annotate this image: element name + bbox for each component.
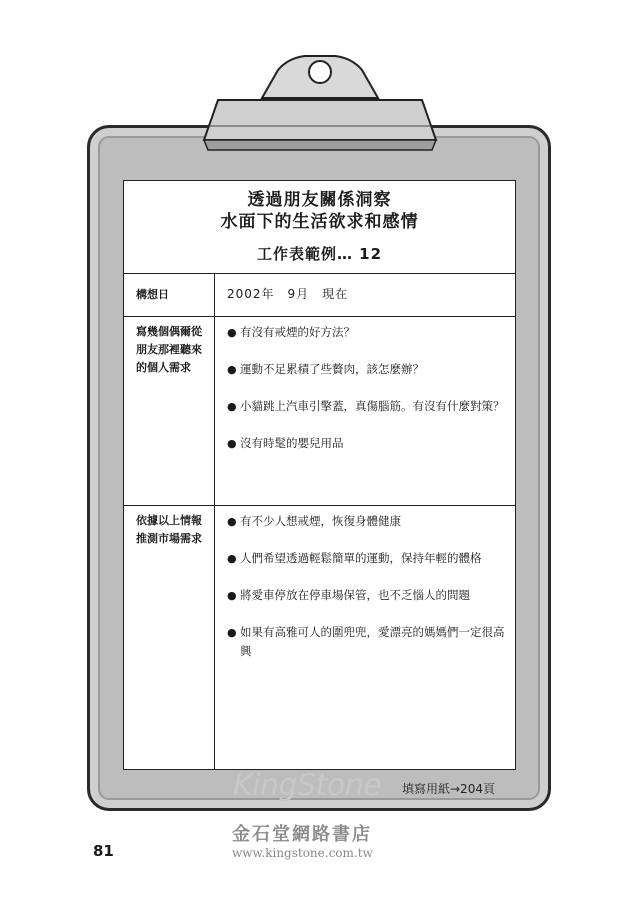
market-needs-label: 依據以上情報推測市場需求 (136, 514, 202, 545)
personal-needs-row (124, 317, 515, 506)
list-item: ● 運動不足累積了些贅肉，該怎麼辦？ (227, 360, 507, 379)
personal-needs-list (227, 323, 507, 471)
date-label: 構想日 (136, 288, 169, 301)
store-name-watermark: 金石堂網路書店 (232, 824, 372, 845)
market-needs-list (227, 512, 507, 679)
list-item: ● 有沒有戒煙的好方法？ (227, 323, 507, 342)
personal-needs-label: 寫幾個偶爾從朋友那裡聽來的個人需求 (136, 325, 202, 374)
clipboard-clip (0, 0, 640, 175)
page-number: 81 (93, 842, 114, 860)
worksheet-title-line1: 透過朋友關係洞察 (247, 190, 392, 210)
bullet-icon: ● (227, 326, 237, 339)
footer-note-area (233, 770, 523, 810)
worksheet-header (124, 181, 515, 274)
kingstone-watermark-logo: KingStone (233, 768, 382, 803)
date-row (124, 273, 515, 317)
worksheet-subtitle: 工作表範例… 12 (256, 245, 383, 263)
form-reference-note: 填寫用紙→204頁 (402, 782, 495, 796)
worksheet-paper (123, 180, 516, 770)
bullet-icon: ● (227, 400, 237, 413)
list-item: ● 小貓跳上汽車引擎蓋，真傷腦筋。有沒有什麼對策？ (227, 397, 507, 416)
list-item: ● 將愛車停放在停車場保管，也不乏惱人的問題 (227, 586, 507, 605)
bullet-icon: ● (227, 437, 237, 450)
list-item: ● 有不少人想戒煙，恢復身體健康 (227, 512, 507, 531)
bullet-icon: ● (227, 363, 237, 376)
bullet-icon: ● (227, 515, 237, 528)
list-item: ● 人們希望透過輕鬆簡單的運動，保持年輕的體格 (227, 549, 507, 568)
list-item: ● 沒有時髦的嬰兒用品 (227, 434, 507, 453)
list-item: ● 如果有高雅可人的圍兜兜，愛漂亮的媽媽們一定很高興 (227, 625, 505, 658)
bullet-icon: ● (227, 589, 237, 602)
store-url-watermark: www.kingstone.com.tw (232, 846, 373, 860)
bullet-icon: ● (227, 552, 237, 565)
bullet-icon: ● (227, 626, 237, 639)
market-needs-row (124, 506, 515, 769)
worksheet-title-line2: 水面下的生活欲求和感情 (220, 212, 419, 232)
date-value: 2002年 9月 現在 (227, 287, 349, 301)
